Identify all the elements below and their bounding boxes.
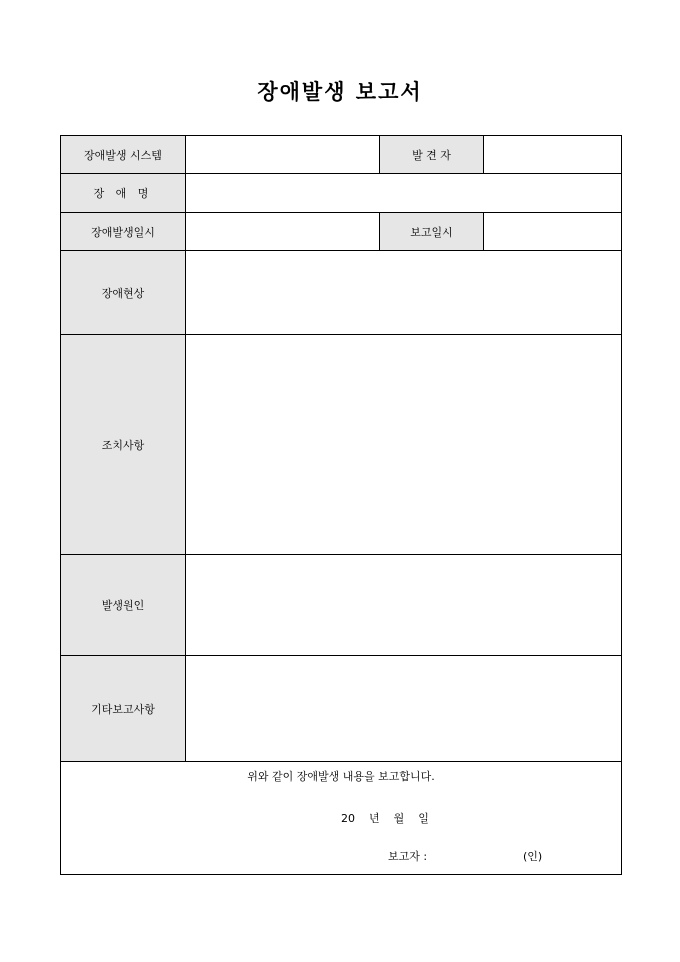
- failure-report-form: [60, 135, 622, 875]
- row-system: [61, 136, 622, 174]
- report-date-label: 보고일시: [380, 213, 484, 251]
- cause-field[interactable]: [186, 555, 622, 656]
- action-label: 조치사항: [61, 335, 186, 555]
- other-field[interactable]: [186, 656, 622, 762]
- reporter-label: 보고자 :: [388, 850, 428, 863]
- seal-mark: (인): [523, 850, 543, 863]
- row-cause: [61, 555, 622, 656]
- row-footer: [61, 762, 622, 875]
- system-field[interactable]: [186, 136, 380, 174]
- system-label: 장애발생 시스템: [61, 136, 186, 174]
- row-failure-name: [61, 174, 622, 213]
- row-action: [61, 335, 622, 555]
- row-other: [61, 656, 622, 762]
- finder-field[interactable]: [484, 136, 622, 174]
- finder-label: 발 견 자: [380, 136, 484, 174]
- symptom-field[interactable]: [186, 251, 622, 335]
- action-field[interactable]: [186, 335, 622, 555]
- page-title: 장애발생 보고서: [257, 79, 423, 104]
- row-symptom: [61, 251, 622, 335]
- date-line: 20 년 월 일: [341, 812, 429, 825]
- report-date-field[interactable]: [484, 213, 622, 251]
- declaration-text: 위와 같이 장애발생 내용을 보고합니다.: [247, 770, 435, 783]
- occurred-label: 장애발생일시: [61, 213, 186, 251]
- footer-cell: [61, 762, 622, 875]
- row-dates: [61, 213, 622, 251]
- symptom-label: 장애현상: [61, 251, 186, 335]
- failure-name-field[interactable]: [186, 174, 622, 213]
- occurred-field[interactable]: [186, 213, 380, 251]
- other-label: 기타보고사항: [61, 656, 186, 762]
- failure-name-label: 장 애 명: [61, 174, 186, 213]
- cause-label: 발생원인: [61, 555, 186, 656]
